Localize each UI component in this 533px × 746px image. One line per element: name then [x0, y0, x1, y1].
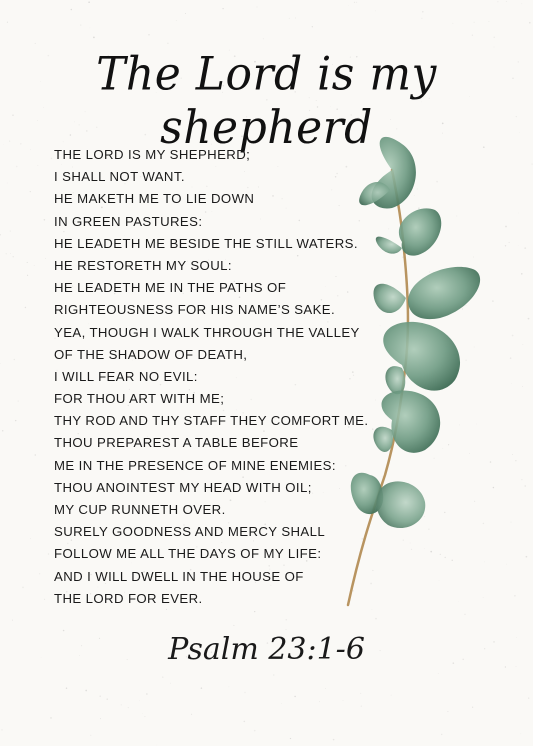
verse-line: AND I WILL DWELL IN THE HOUSE OF [54, 568, 304, 584]
verse-line: FOR THOU ART WITH ME; [54, 391, 225, 407]
leaf [376, 481, 425, 528]
verse-line: HE RESTORETH MY SOUL: [54, 257, 232, 273]
verse-line: I SHALL NOT WANT. [54, 169, 185, 185]
verse-line: MY CUP RUNNETH OVER. [54, 502, 226, 517]
scripture-citation: Psalm 23:1-6 [168, 632, 365, 667]
verse-line: OF THE SHADOW OF DEATH, [54, 346, 248, 362]
verse-line: HE LEADETH ME BESIDE THE STILL WATERS. [54, 235, 358, 251]
verse-line: THE LORD FOR EVER. [54, 590, 203, 606]
leaf [373, 284, 406, 313]
verse-line: I WILL FEAR NO EVIL: [54, 368, 198, 384]
leaf [376, 237, 402, 254]
eucalyptus-sprig-illustration [330, 130, 500, 620]
verse-line: THE LORD IS MY SHEPHERD; [54, 147, 251, 162]
verse-line: THY ROD AND THY STAFF THEY COMFORT ME. [54, 413, 369, 429]
verse-line: SURELY GOODNESS AND MERCY SHALL [54, 524, 326, 540]
verse-line: RIGHTEOUSNESS FOR HIS NAME’S SAKE. [54, 302, 336, 318]
leaf [373, 427, 393, 452]
verse-line: IN GREEN PASTURES: [54, 213, 203, 229]
verse-line: YEA, THOUGH I WALK THROUGH THE VALLEY [54, 324, 360, 340]
verse-line: THOU ANOINTEST MY HEAD WITH OIL; [54, 479, 312, 495]
page-title: The Lord is my shepherd [96, 47, 437, 155]
leaf [408, 267, 480, 319]
verse-line: HE LEADETH ME IN THE PATHS OF [54, 280, 287, 296]
leaf [399, 208, 441, 255]
leaf [385, 366, 405, 394]
verse-line: ME IN THE PRESENCE OF MINE ENEMIES: [54, 457, 336, 473]
verse-line: HE MAKETH ME TO LIE DOWN [54, 191, 255, 207]
verse-line: FOLLOW ME ALL THE DAYS OF MY LIFE: [54, 546, 322, 562]
verse-line: THOU PREPAREST A TABLE BEFORE [54, 435, 299, 451]
